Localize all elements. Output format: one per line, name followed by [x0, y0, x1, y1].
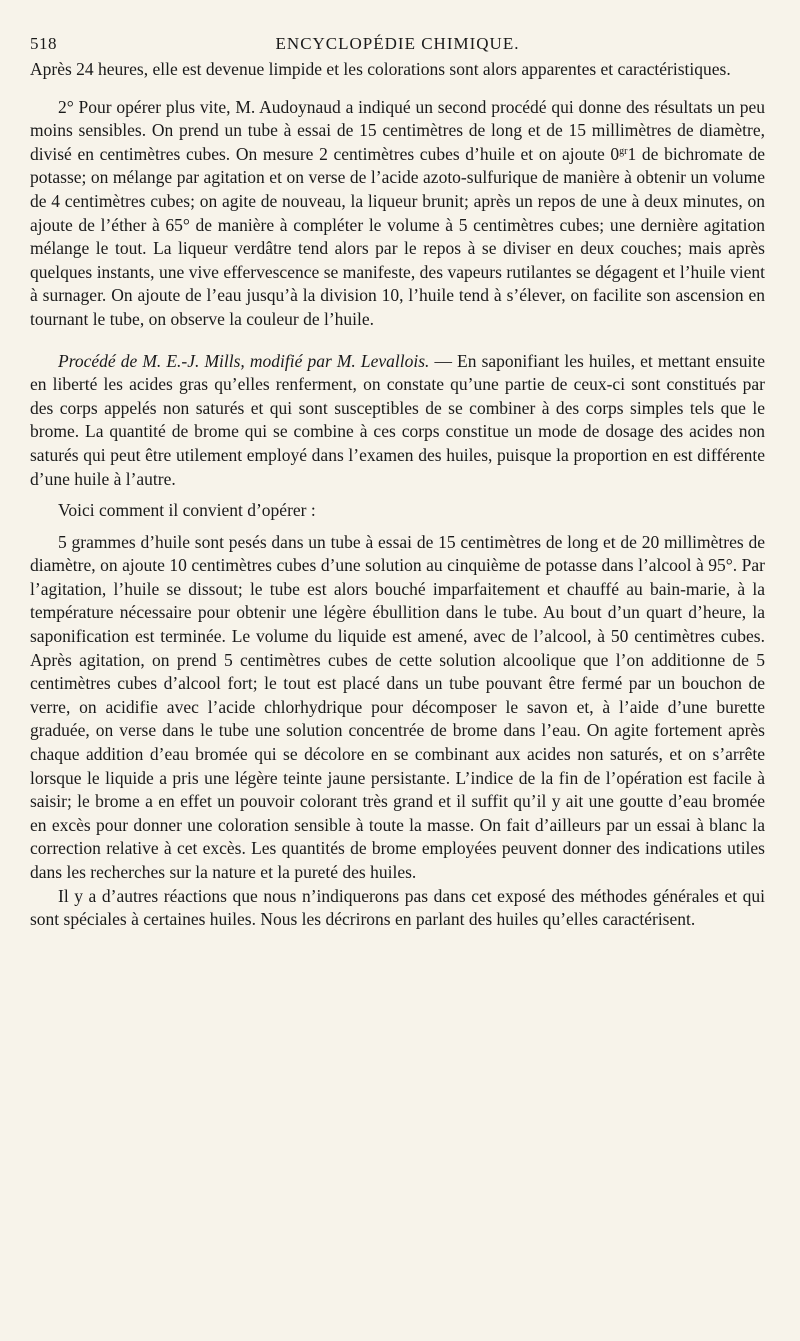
procedure-description: — En saponifiant les huiles, et mettant ensuite en liberté les acides gras qu’elles renferment, on constate qu’une partie de ceux-ci sont constitués par des corps appelés non saturés et qui sont susceptibles de se combiner à des corps simples tels que le brome. La quantité de brome qui se combine à ces corps constitue un mode de dosage des acides non saturés qui peut être utilement employé dans l’examen des huiles, puisque la proportion en est différente d’une huile à l’autre. — [30, 350, 765, 489]
running-title: ENCYCLOPÉDIE CHIMIQUE. — [275, 34, 520, 53]
paragraph-method-intro: Voici comment il convient d’opérer : — [58, 500, 316, 521]
body-text — [30, 58, 765, 932]
page-header — [30, 30, 765, 58]
paragraph-mills-procedure — [30, 350, 765, 492]
page-number: 518 — [30, 34, 57, 53]
paragraph-closing: Il y a d’autres réactions que nous n’indiquerons pas dans cet exposé des méthodes générales et qui sont spéciales à certaines huiles. Nous les décrirons en parlant des huiles qu’elles caractérisent. — [30, 885, 765, 930]
paragraph-method-steps: 5 grammes d’huile sont pesés dans un tube à essai de 15 centimètres de long et de 20 millimètres de diamètre, on ajoute 10 centimètres cubes d’une solution au cinquième de potasse dans l’alcool à 95°. Par l’agitation, l’huile se dissout; le tube est alors bouché imparfaitement et chauffé au bain-marie, à la température nécessaire pour obtenir une légère ébullition dans le tube. Au bout d’un quart d’heure, la saponification est terminée. Le volume du liquide est amené, avec de l’alcool, à 50 centimètres cubes. Après agitation, on prend 5 centimètres cubes de cette solution alcoolique que l’on additionne de 5 centimètres cubes d’alcool fort; le tout est placé dans un tube pouvant être fermé par un bouchon de verre, on acidifie avec l’acide chlorhydrique pour décomposer le savon et, à l’aide d’une burette graduée, on verse dans le tube une solution concentrée de brome dans l’eau. On agite fortement après chaque addition d’eau bromée qui se décolore en se combinant aux acides non saturés, et on s’arrête lorsque le liquide a pris une légère teinte jaune persistante. L’indice de la fin de l’opération est facile à saisir; le brome a en effet un pouvoir colorant très grand et il suffit qu’il y ait une goutte d’eau bromée en excès pour donner une coloration sensible à toute la masse. On fait d’ailleurs par un essai à blanc la correction relative à cet excès. Les quantités de brome employées peuvent donner des indications utiles dans les recherches sur la nature et la pureté des huiles. — [30, 531, 765, 882]
document-page — [30, 30, 765, 932]
paragraph-second-procedure-part-a: 2° Pour opérer plus vite, M. Audoynaud a indiqué un second procédé qui donne des résultats un peu moins sensibles. On prend un tube à essai de 15 centimètres de long et de 15 millimètres de diamètre, divisé en centimètres cubes. On mesure 2 centimètres cubes d’huile et on ajoute 0 — [30, 96, 765, 164]
paragraph-second-procedure — [30, 96, 765, 332]
paragraph-second-procedure-part-b: 1 de bichromate de potasse; on mélange par agitation et on verse de l’acide azoto-sulfurique de manière à obtenir un volume de 4 centimètres cubes; on agite de nouveau, la liqueur brunit; après un repos de une à deux minutes, on ajoute de l’éther à 65° de manière à compléter le volume à 5 centimètres cubes; une dernière agitation mélange le tout. La liqueur verdâtre tend alors par le repos à se diviser en deux couches; mais après quelques instants, une vive effervescence se manifeste, des vapeurs rutilantes se dégagent et l’huile vient à surnager. On ajoute de l’eau jusqu’à la division 10, l’huile tend à s’élever, on facilite son ascension en tournant le tube, on observe la couleur de l’huile. — [30, 143, 765, 329]
gram-superscript: gr — [619, 145, 628, 157]
procedure-heading: Procédé de M. E.-J. Mills, modifié par M. Levallois. — [58, 350, 430, 371]
paragraph-continuation: Après 24 heures, elle est devenue limpide et les colorations sont alors apparentes et caractéristiques. — [30, 59, 731, 79]
